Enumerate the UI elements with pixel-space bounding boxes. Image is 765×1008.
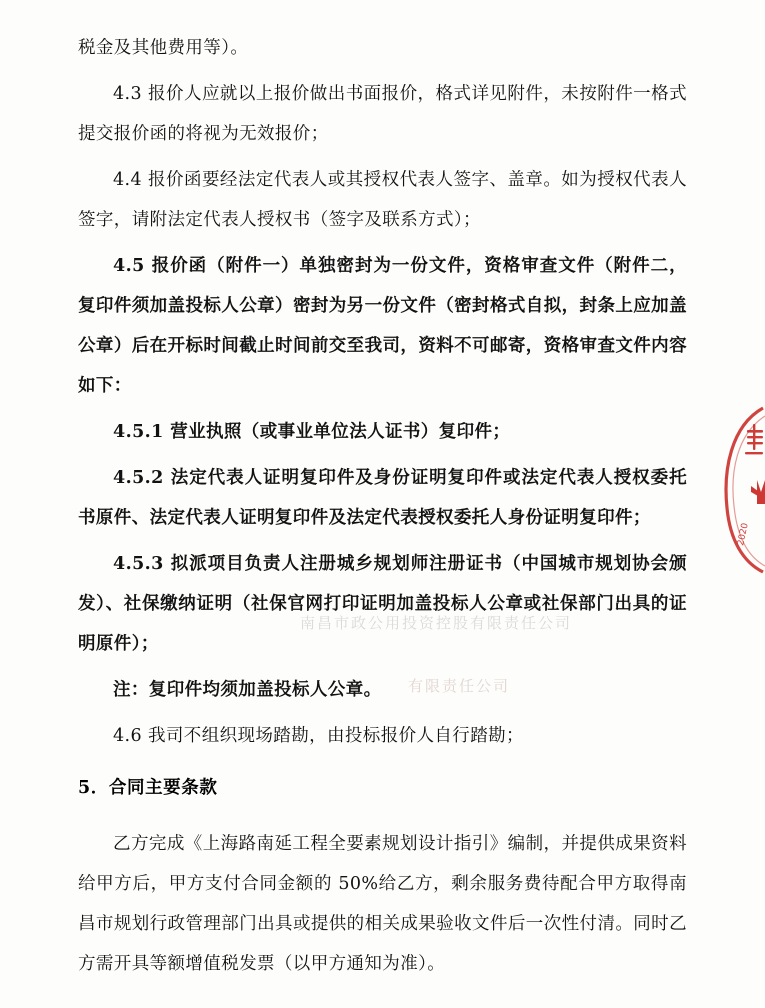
paragraph-4-4: 4.4 报价函要经法定代表人或其授权代表人签字、盖章。如为授权代表人签字，请附法定代表人授权书（签字及联系方式）； [78, 170, 687, 230]
paragraph-4-3: 4.3 报价人应就以上报价做出书面报价，格式详见附件，未按附件一格式提交报价函的将视为无效报价； [78, 84, 687, 144]
background-watermark-2: 有限责任公司 [408, 677, 511, 695]
section-heading-5: 5．合同主要条款 [78, 778, 218, 798]
paragraph-contract-terms: 乙方完成《上海路南延工程全要素规划设计指引》编制，并提供成果资料给甲方后，甲方支付合同金额的 50%给乙方，剩余服务费待配合甲方取得南昌市规划行政管理部门出具或提供的相关成果验收文件后一次性付清。同时乙方需开具等额增值税发票（以甲方通知为准）。 [78, 834, 687, 974]
svg-text:2020: 2020 [736, 522, 751, 547]
paragraph-4-6: 4.6 我司不组织现场踏勘，由投标报价人自行踏勘； [113, 726, 524, 746]
paragraph-4-5: 4.5 报价函（附件一）单独密封为一份文件，资格审查文件（附件二，复印件须加盖投标人公章）密封为另一份文件（密封格式自拟，封条上应加盖公章）后在开标时间截止时间前交至我司，资料不可邮寄，资格审查文件内容如下： [78, 256, 687, 396]
background-watermark-1: 南昌市政公用投资控股有限责任公司 [300, 614, 573, 632]
paragraph-4-5-2: 4.5.2 法定代表人证明复印件及身份证明复印件或法定代表人授权委托书原件、法定代表人证明复印件及法定代表授权委托人身份证明复印件； [78, 468, 687, 528]
document-text-body [78, 28, 687, 984]
paragraph-note: 注：复印件均须加盖投标人公章。 [113, 680, 382, 700]
red-seal-icon [721, 400, 765, 575]
paragraph-4-5-3: 4.5.3 拟派项目负责人注册城乡规划师注册证书（中国城市规划协会颁发）、社保缴纳证明（社保官网打印证明加盖投标人公章或社保部门出具的证明原件）； [78, 554, 687, 654]
paragraph-4-5-1: 4.5.1 营业执照（或事业单位法人证书）复印件； [113, 422, 511, 442]
paragraph-tax-continuation: 税金及其他费用等）。 [78, 38, 249, 58]
